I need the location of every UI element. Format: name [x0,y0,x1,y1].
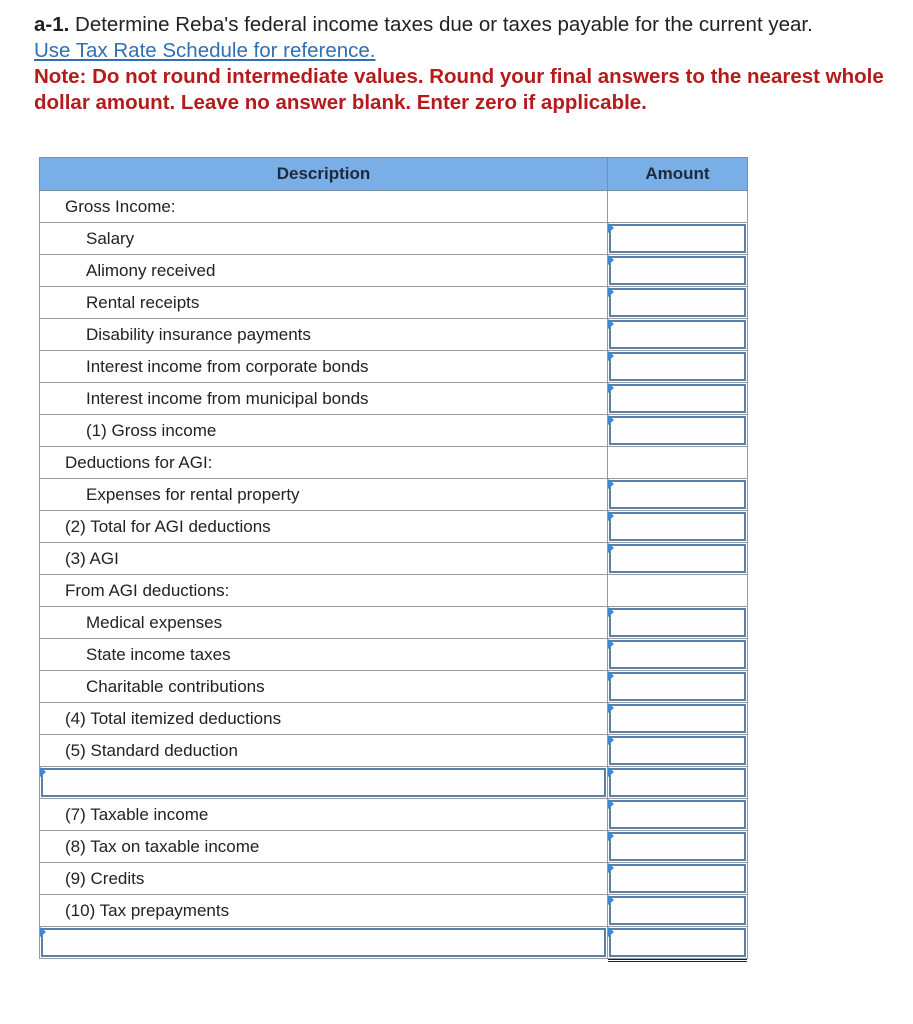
amount-input-box[interactable] [609,288,746,317]
amount-cell [608,447,748,479]
input-flag-icon [608,479,614,489]
row-label: Charitable contributions [40,671,608,703]
row-label: Interest income from corporate bonds [40,351,608,383]
table-row [40,639,748,671]
amount-input-box[interactable] [609,896,746,925]
input-flag-icon [608,767,614,777]
table-row [40,543,748,575]
amount-input[interactable] [608,799,748,831]
description-header: Description [40,158,608,191]
table-row [40,703,748,735]
amount-cell [608,575,748,607]
row-label: (5) Standard deduction [40,735,608,767]
input-flag-icon [608,511,614,521]
amount-input-box[interactable] [609,704,746,733]
table-row [40,383,748,415]
input-flag-icon [608,543,614,553]
table-row [40,511,748,543]
table-row [40,831,748,863]
table-row [40,671,748,703]
double-underline [608,959,747,962]
amount-input-box[interactable] [609,416,746,445]
table-row [40,415,748,447]
input-flag-icon [608,895,614,905]
instruction-note: Note: Do not round intermediate values. Round your final answers to the nearest whole dollar amount. Leave no answer blank. Enter zero if applicable. [34,65,884,114]
amount-input-box[interactable] [609,384,746,413]
row-label: (4) Total itemized deductions [40,703,608,735]
row-label: Expenses for rental property [40,479,608,511]
amount-input-box[interactable] [609,352,746,381]
amount-input[interactable] [608,607,748,639]
table-row [40,479,748,511]
description-input-box[interactable] [41,768,606,797]
dropdown-flag-icon [40,767,46,777]
table-row [40,255,748,287]
row-label: (7) Taxable income [40,799,608,831]
input-flag-icon [608,383,614,393]
table-row [40,447,748,479]
amount-input[interactable] [608,767,748,799]
table-row [40,735,748,767]
amount-input-box[interactable] [609,544,746,573]
table-row [40,863,748,895]
input-flag-icon [608,831,614,841]
table-row [40,767,748,799]
input-flag-icon [608,735,614,745]
amount-input[interactable] [608,831,748,863]
row-label: (8) Tax on taxable income [40,831,608,863]
row-label: Salary [40,223,608,255]
input-flag-icon [608,863,614,873]
row-label: (3) AGI [40,543,608,575]
amount-input[interactable] [608,671,748,703]
amount-input-box[interactable] [609,768,746,797]
row-label: (10) Tax prepayments [40,895,608,927]
description-input[interactable] [40,767,608,799]
amount-input-box[interactable] [609,800,746,829]
input-flag-icon [608,703,614,713]
row-label: Interest income from municipal bonds [40,383,608,415]
amount-input[interactable] [608,223,748,255]
amount-input-box[interactable] [609,832,746,861]
amount-input-box[interactable] [609,480,746,509]
amount-input[interactable] [608,639,748,671]
table-header-row [40,158,748,191]
table-row [40,319,748,351]
amount-input[interactable] [608,543,748,575]
row-label: Deductions for AGI: [40,447,608,479]
input-flag-icon [608,415,614,425]
amount-input-box[interactable] [609,608,746,637]
amount-input[interactable] [608,895,748,927]
row-label: Alimony received [40,255,608,287]
description-input-box[interactable] [41,928,606,957]
amount-input[interactable] [608,735,748,767]
row-label: From AGI deductions: [40,575,608,607]
row-label: Medical expenses [40,607,608,639]
input-flag-icon [608,223,614,233]
table-row [40,287,748,319]
amount-input-box[interactable] [609,672,746,701]
row-label: (2) Total for AGI deductions [40,511,608,543]
amount-input[interactable] [608,415,748,447]
row-label: (9) Credits [40,863,608,895]
table-row [40,191,748,223]
table-row [40,895,748,927]
row-label: Disability insurance payments [40,319,608,351]
table-row [40,575,748,607]
amount-input-box[interactable] [609,320,746,349]
amount-input-box[interactable] [609,864,746,893]
input-flag-icon [608,607,614,617]
tax-worksheet-table [39,157,748,959]
amount-input-box[interactable] [609,640,746,669]
row-label: Gross Income: [40,191,608,223]
amount-input[interactable] [608,703,748,735]
table-row [40,607,748,639]
input-flag-icon [608,671,614,681]
amount-input-box[interactable] [609,736,746,765]
table-row [40,927,748,959]
input-flag-icon [608,927,614,937]
input-flag-icon [608,319,614,329]
row-label: (1) Gross income [40,415,608,447]
amount-input-box[interactable] [609,928,746,957]
amount-input[interactable] [608,287,748,319]
table-row [40,799,748,831]
description-input[interactable] [40,927,608,959]
amount-input[interactable] [608,383,748,415]
amount-input[interactable] [608,479,748,511]
amount-input[interactable] [608,319,748,351]
amount-header: Amount [608,158,748,191]
amount-input[interactable] [608,351,748,383]
amount-input[interactable] [608,863,748,895]
table-row [40,223,748,255]
amount-input-box[interactable] [609,224,746,253]
question-text: Determine Reba's federal income taxes due or taxes payable for the current year. [69,13,813,36]
input-flag-icon [608,799,614,809]
dropdown-flag-icon [40,927,46,937]
amount-input-box[interactable] [609,512,746,541]
row-label: State income taxes [40,639,608,671]
question-label: a-1. [34,13,70,36]
tax-rate-schedule-link[interactable]: Use Tax Rate Schedule for reference. [34,39,376,62]
input-flag-icon [608,639,614,649]
input-flag-icon [608,287,614,297]
row-label: Rental receipts [40,287,608,319]
amount-input[interactable] [608,511,748,543]
input-flag-icon [608,351,614,361]
question-block [34,12,894,116]
amount-input-box[interactable] [609,256,746,285]
amount-cell [608,191,748,223]
table-row [40,351,748,383]
amount-input[interactable] [608,927,748,959]
input-flag-icon [608,255,614,265]
amount-input[interactable] [608,255,748,287]
